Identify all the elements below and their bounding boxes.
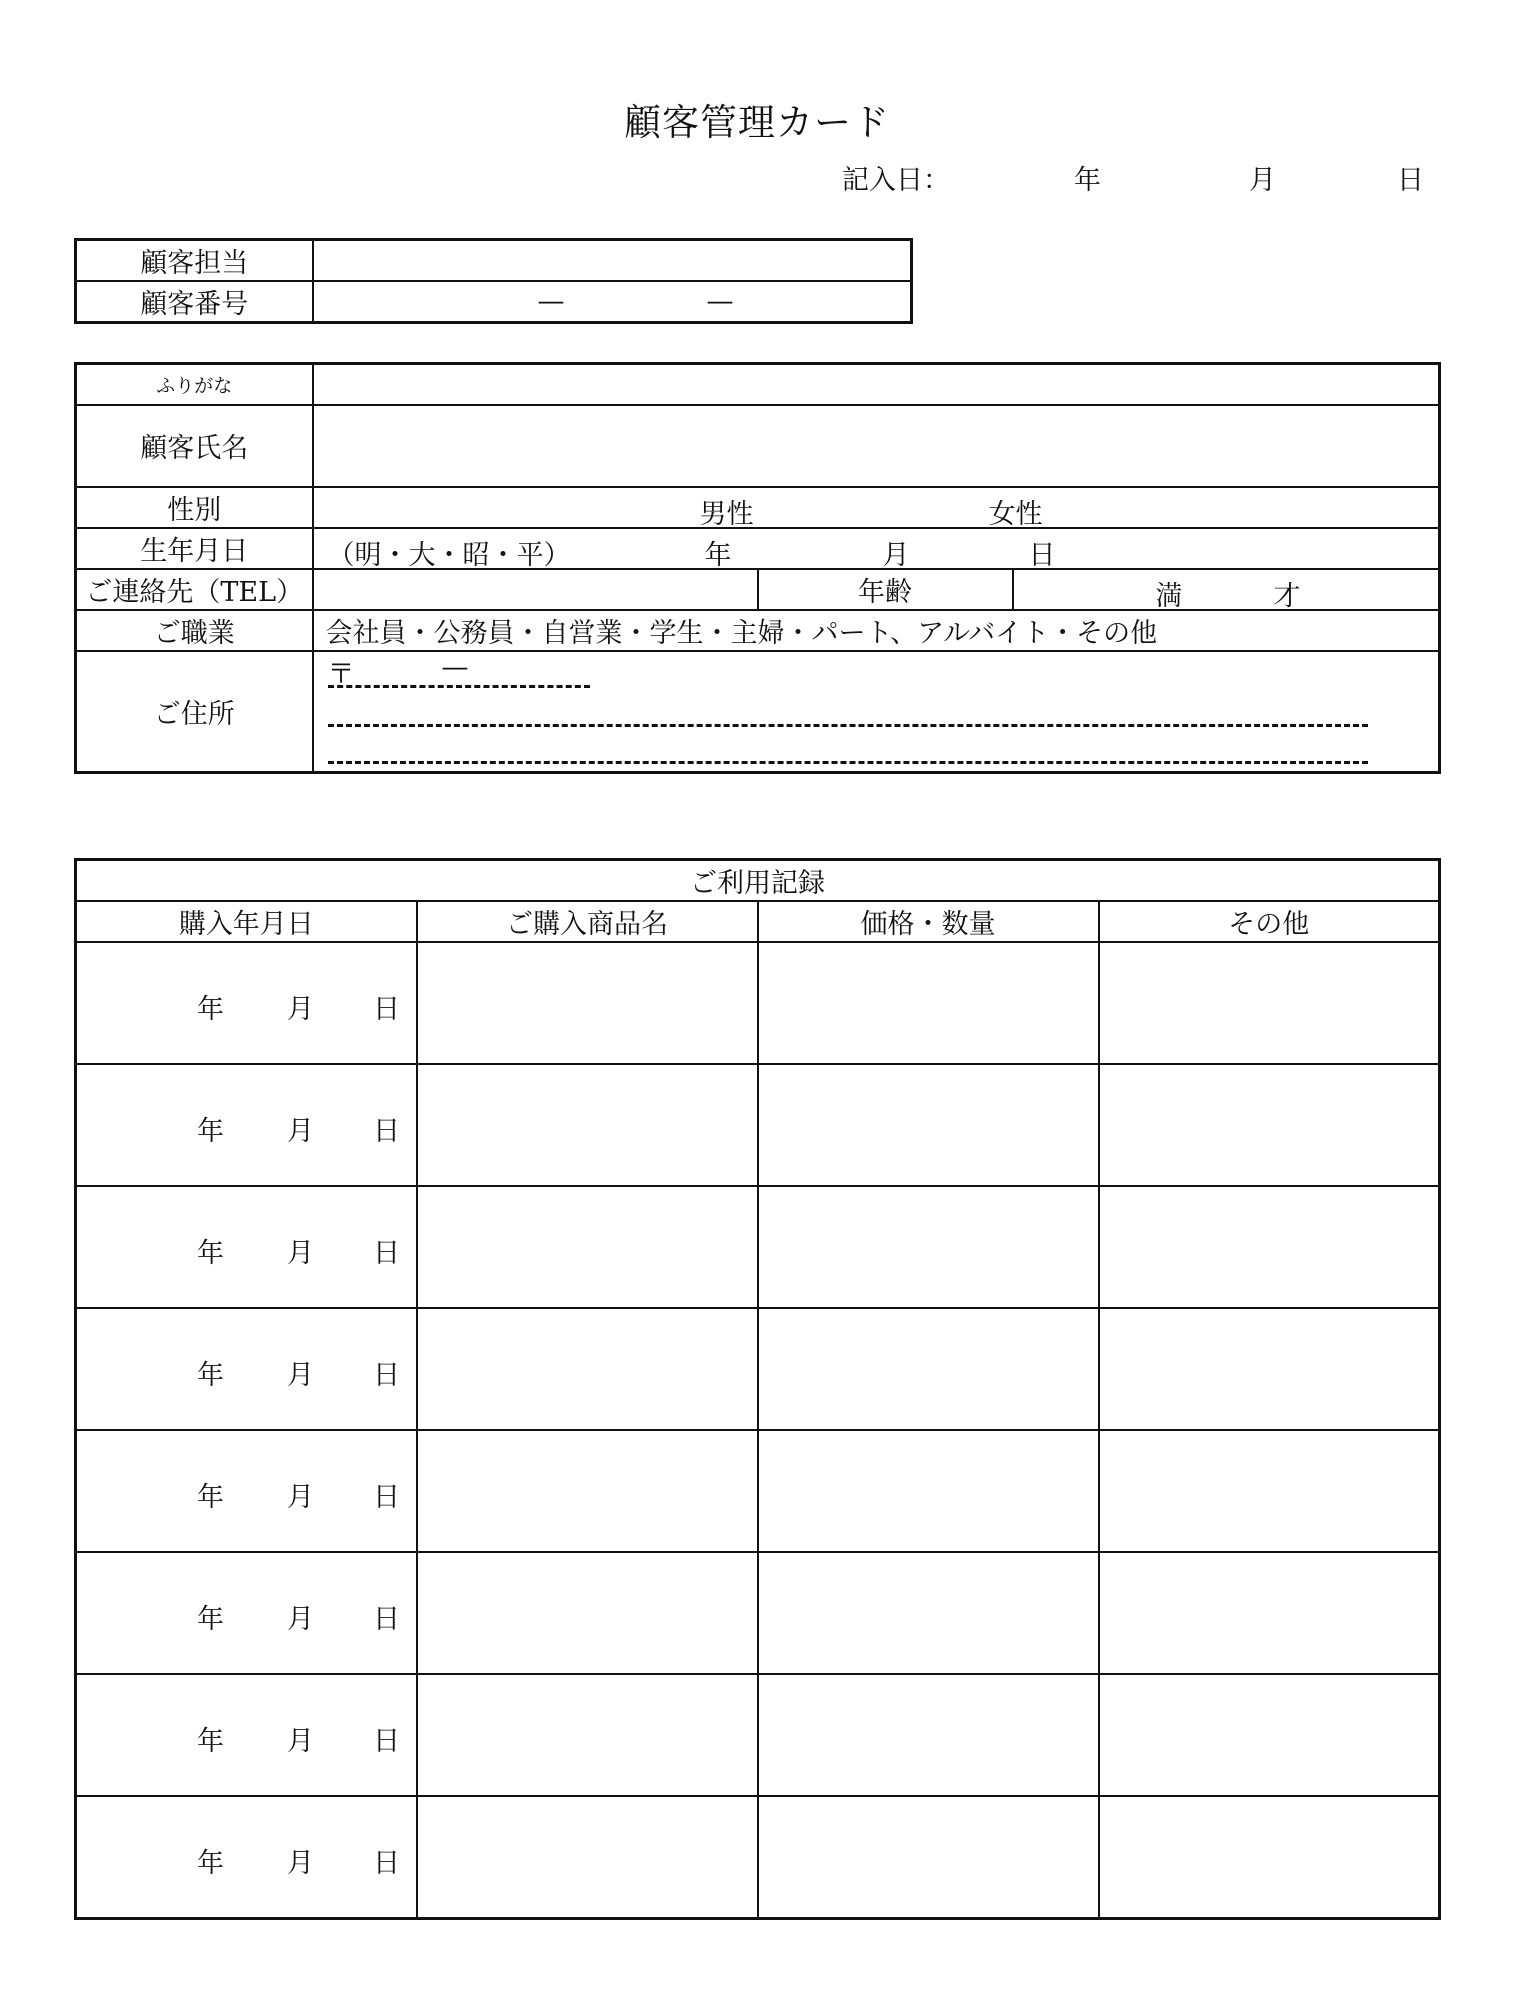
page-title: 顧客管理カード: [624, 101, 890, 144]
usage-date-month: 月: [287, 1604, 314, 1635]
usage-date-day: 日: [373, 1360, 400, 1391]
usage-caption: ご利用記録: [76, 860, 1440, 902]
staff-table: [74, 238, 913, 324]
usage-date-cell[interactable]: [76, 1552, 417, 1674]
usage-row: [76, 1552, 1440, 1674]
usage-date-year: 年: [197, 1726, 224, 1757]
usage-date-year: 年: [197, 1848, 224, 1879]
header-other: その他: [1099, 901, 1440, 942]
age-prefix: 満: [1155, 580, 1183, 610]
usage-price-cell[interactable]: [758, 942, 1099, 1064]
postal-code-line: [328, 685, 590, 688]
usage-date-cell[interactable]: [76, 942, 417, 1064]
usage-date-month: 月: [287, 1116, 314, 1147]
usage-product-cell[interactable]: [417, 1186, 758, 1308]
usage-row: [76, 1430, 1440, 1552]
usage-date-cell[interactable]: [76, 1796, 417, 1918]
birthday-label: 生年月日: [76, 528, 313, 569]
usage-date-day: 日: [373, 1238, 400, 1269]
gender-male-option[interactable]: 男性: [699, 498, 754, 528]
staff-field[interactable]: [313, 240, 912, 282]
furigana-field[interactable]: [313, 364, 1440, 405]
usage-date-cell[interactable]: [76, 1430, 417, 1552]
entry-date-month: 月: [1249, 165, 1276, 196]
usage-row: [76, 1796, 1440, 1918]
usage-date-month: 月: [287, 1482, 314, 1513]
usage-date-month: 月: [287, 1360, 314, 1391]
usage-date-cell[interactable]: [76, 1308, 417, 1430]
usage-date-cell[interactable]: [76, 1064, 417, 1186]
usage-product-cell[interactable]: [417, 1796, 758, 1918]
age-suffix: 才: [1273, 580, 1301, 610]
usage-row: [76, 1674, 1440, 1796]
usage-row: [76, 1186, 1440, 1308]
address-label: ご住所: [76, 651, 313, 773]
customer-name-label: 顧客氏名: [76, 405, 313, 487]
usage-date-year: 年: [197, 1360, 224, 1391]
address-line-2: [328, 761, 1368, 764]
usage-date-year: 年: [197, 1482, 224, 1513]
usage-date-day: 日: [373, 1726, 400, 1757]
usage-other-cell[interactable]: [1099, 942, 1440, 1064]
birthday-year: 年: [704, 539, 732, 569]
staff-label: 顧客担当: [76, 240, 313, 282]
address-field[interactable]: [313, 651, 1440, 773]
usage-product-cell[interactable]: [417, 1674, 758, 1796]
usage-other-cell[interactable]: [1099, 1186, 1440, 1308]
postal-separator: —: [441, 651, 469, 683]
usage-other-cell[interactable]: [1099, 1552, 1440, 1674]
usage-date-month: 月: [287, 1848, 314, 1879]
usage-date-month: 月: [287, 1726, 314, 1757]
entry-date-day: 日: [1397, 165, 1424, 196]
usage-date-month: 月: [287, 1238, 314, 1269]
usage-row: [76, 1064, 1440, 1186]
usage-date-year: 年: [197, 994, 224, 1025]
birthday-era: （明・大・昭・平）: [327, 539, 571, 569]
usage-row: [76, 942, 1440, 1064]
furigana-label: ふりがな: [76, 364, 313, 405]
entry-date-year: 年: [1074, 165, 1101, 196]
usage-date-year: 年: [197, 1604, 224, 1635]
usage-product-cell[interactable]: [417, 1552, 758, 1674]
age-label: 年齢: [758, 569, 1013, 610]
occupation-options[interactable]: 会社員・公務員・自営業・学生・主婦・パート、アルバイト・その他: [313, 610, 1440, 651]
birthday-field[interactable]: [313, 528, 1440, 569]
customer-number-field[interactable]: [313, 281, 912, 323]
usage-price-cell[interactable]: [758, 1796, 1099, 1918]
usage-price-cell[interactable]: [758, 1064, 1099, 1186]
postal-mark: 〒: [327, 658, 355, 690]
usage-price-cell[interactable]: [758, 1308, 1099, 1430]
usage-product-cell[interactable]: [417, 1308, 758, 1430]
gender-female-option[interactable]: 女性: [988, 498, 1043, 528]
gender-label: 性別: [76, 487, 313, 528]
customer-number-label: 顧客番号: [76, 281, 313, 323]
usage-date-day: 日: [373, 994, 400, 1025]
usage-date-cell[interactable]: [76, 1674, 417, 1796]
usage-rows: [76, 942, 1440, 1918]
usage-other-cell[interactable]: [1099, 1796, 1440, 1918]
usage-other-cell[interactable]: [1099, 1308, 1440, 1430]
usage-date-day: 日: [373, 1116, 400, 1147]
usage-other-cell[interactable]: [1099, 1674, 1440, 1796]
customer-number-sep1: —: [537, 286, 565, 317]
header-product-name: ご購入商品名: [417, 901, 758, 942]
usage-price-cell[interactable]: [758, 1674, 1099, 1796]
occupation-label: ご職業: [76, 610, 313, 651]
gender-field: [313, 487, 1440, 528]
usage-date-month: 月: [287, 994, 314, 1025]
entry-date-label: 記入日：: [842, 165, 950, 196]
usage-other-cell[interactable]: [1099, 1430, 1440, 1552]
age-field[interactable]: [1013, 569, 1440, 610]
usage-date-day: 日: [373, 1604, 400, 1635]
usage-date-year: 年: [197, 1238, 224, 1269]
usage-price-cell[interactable]: [758, 1552, 1099, 1674]
usage-date-day: 日: [373, 1482, 400, 1513]
usage-date-cell[interactable]: [76, 1186, 417, 1308]
usage-product-cell[interactable]: [417, 1430, 758, 1552]
usage-price-cell[interactable]: [758, 1430, 1099, 1552]
usage-product-cell[interactable]: [417, 942, 758, 1064]
usage-date-day: 日: [373, 1848, 400, 1879]
usage-row: [76, 1308, 1440, 1430]
customer-number-sep2: —: [706, 286, 734, 317]
usage-price-cell[interactable]: [758, 1186, 1099, 1308]
customer-table: [74, 362, 1441, 774]
usage-other-cell[interactable]: [1099, 1064, 1440, 1186]
usage-table: [74, 858, 1441, 1920]
usage-date-year: 年: [197, 1116, 224, 1147]
birthday-month: 月: [882, 539, 910, 569]
customer-name-field[interactable]: [313, 405, 1440, 487]
contact-field[interactable]: [313, 569, 758, 610]
birthday-day: 日: [1028, 539, 1056, 569]
header-purchase-date: 購入年月日: [76, 901, 417, 942]
header-price-quantity: 価格・数量: [758, 901, 1099, 942]
address-line-1: [328, 724, 1368, 727]
contact-label: ご連絡先（TEL）: [76, 569, 313, 610]
usage-product-cell[interactable]: [417, 1064, 758, 1186]
